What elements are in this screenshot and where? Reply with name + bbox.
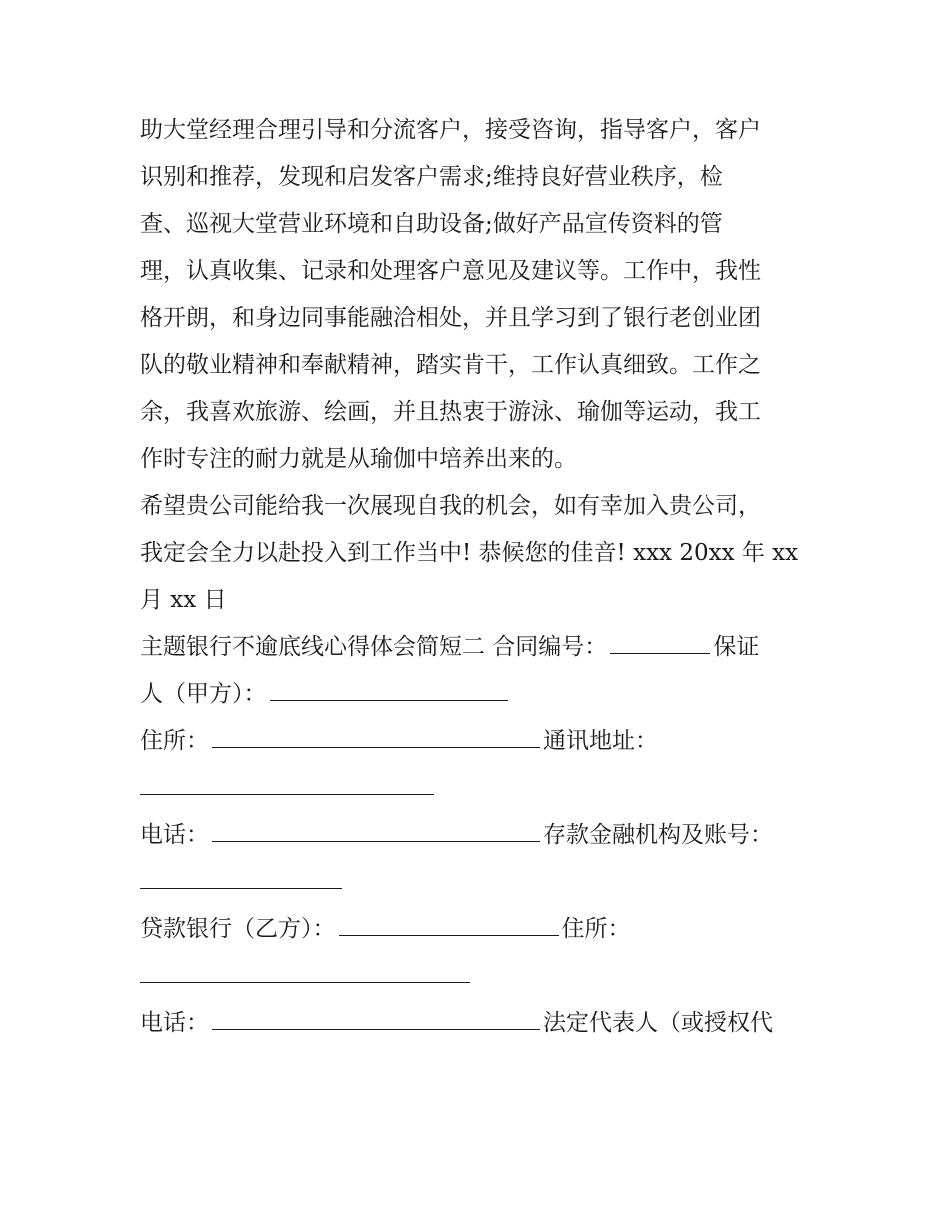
bank-account-blank xyxy=(140,866,342,889)
phone-label: 电话： xyxy=(140,822,209,848)
text-line: 余，我喜欢旅游、绘画，并且热衷于游泳、瑜伽等运动，我工 xyxy=(140,399,761,425)
contract-number-line xyxy=(140,624,820,671)
guarantor-label-start: 保证 xyxy=(713,634,760,660)
lender-label: 贷款银行（乙方）： xyxy=(140,916,336,942)
text-line: 月 xx 日 xyxy=(140,587,227,613)
phone-blank xyxy=(212,819,540,842)
lender-residence-label: 住所： xyxy=(561,916,631,942)
guarantor-blank xyxy=(270,678,508,701)
text-line: 我定会全力以赴投入到工作当中! 恭候您的佳音! xxx 20xx 年 xx xyxy=(140,540,799,566)
contract-number-label: 主题银行不逾底线心得体会简短二 合同编号： xyxy=(140,634,608,660)
residence-label: 住所： xyxy=(140,728,209,754)
mailing-address-blank-line xyxy=(140,765,820,812)
residence-line xyxy=(140,718,820,765)
guarantor-label: 人（甲方）： xyxy=(140,681,267,707)
residence-blank xyxy=(212,725,540,748)
lender-residence-blank xyxy=(140,960,470,983)
guarantor-line xyxy=(140,671,820,718)
phone-line xyxy=(140,812,820,859)
mailing-address-blank xyxy=(140,772,434,795)
document-body xyxy=(140,107,820,1047)
text-line: 队的敬业精神和奉献精神，踏实肯干，工作认真细致。工作之 xyxy=(140,352,761,378)
lender-blank xyxy=(339,913,559,936)
mailing-address-label: 通讯地址： xyxy=(543,728,658,754)
lender-line xyxy=(140,906,820,953)
text-line: 查、巡视大堂营业环境和自助设备;做好产品宣传资料的管 xyxy=(140,211,723,237)
text-line: 理，认真收集、记录和处理客户意见及建议等。工作中，我性 xyxy=(140,258,761,284)
lender-phone-label: 电话： xyxy=(140,1010,209,1036)
text-line: 希望贵公司能给我一次展现自我的机会，如有幸加入贵公司， xyxy=(140,493,761,519)
legal-representative-label: 法定代表人（或授权代 xyxy=(543,1010,773,1036)
lender-residence-blank-line xyxy=(140,953,820,1000)
lender-phone-blank xyxy=(212,1007,540,1030)
text-line: 识别和推荐，发现和启发客户需求;维持良好营业秩序，检 xyxy=(140,164,723,190)
bank-account-blank-line xyxy=(140,859,820,906)
contract-number-blank xyxy=(610,631,710,654)
text-line: 助大堂经理合理引导和分流客户，接受咨询，指导客户，客户 xyxy=(140,117,761,143)
text-line: 格开朗，和身边同事能融洽相处，并且学习到了银行老创业团 xyxy=(140,305,761,331)
text-line: 作时专注的耐力就是从瑜伽中培养出来的。 xyxy=(140,446,577,472)
lender-phone-line xyxy=(140,1000,820,1047)
bank-account-label: 存款金融机构及账号： xyxy=(543,822,773,848)
